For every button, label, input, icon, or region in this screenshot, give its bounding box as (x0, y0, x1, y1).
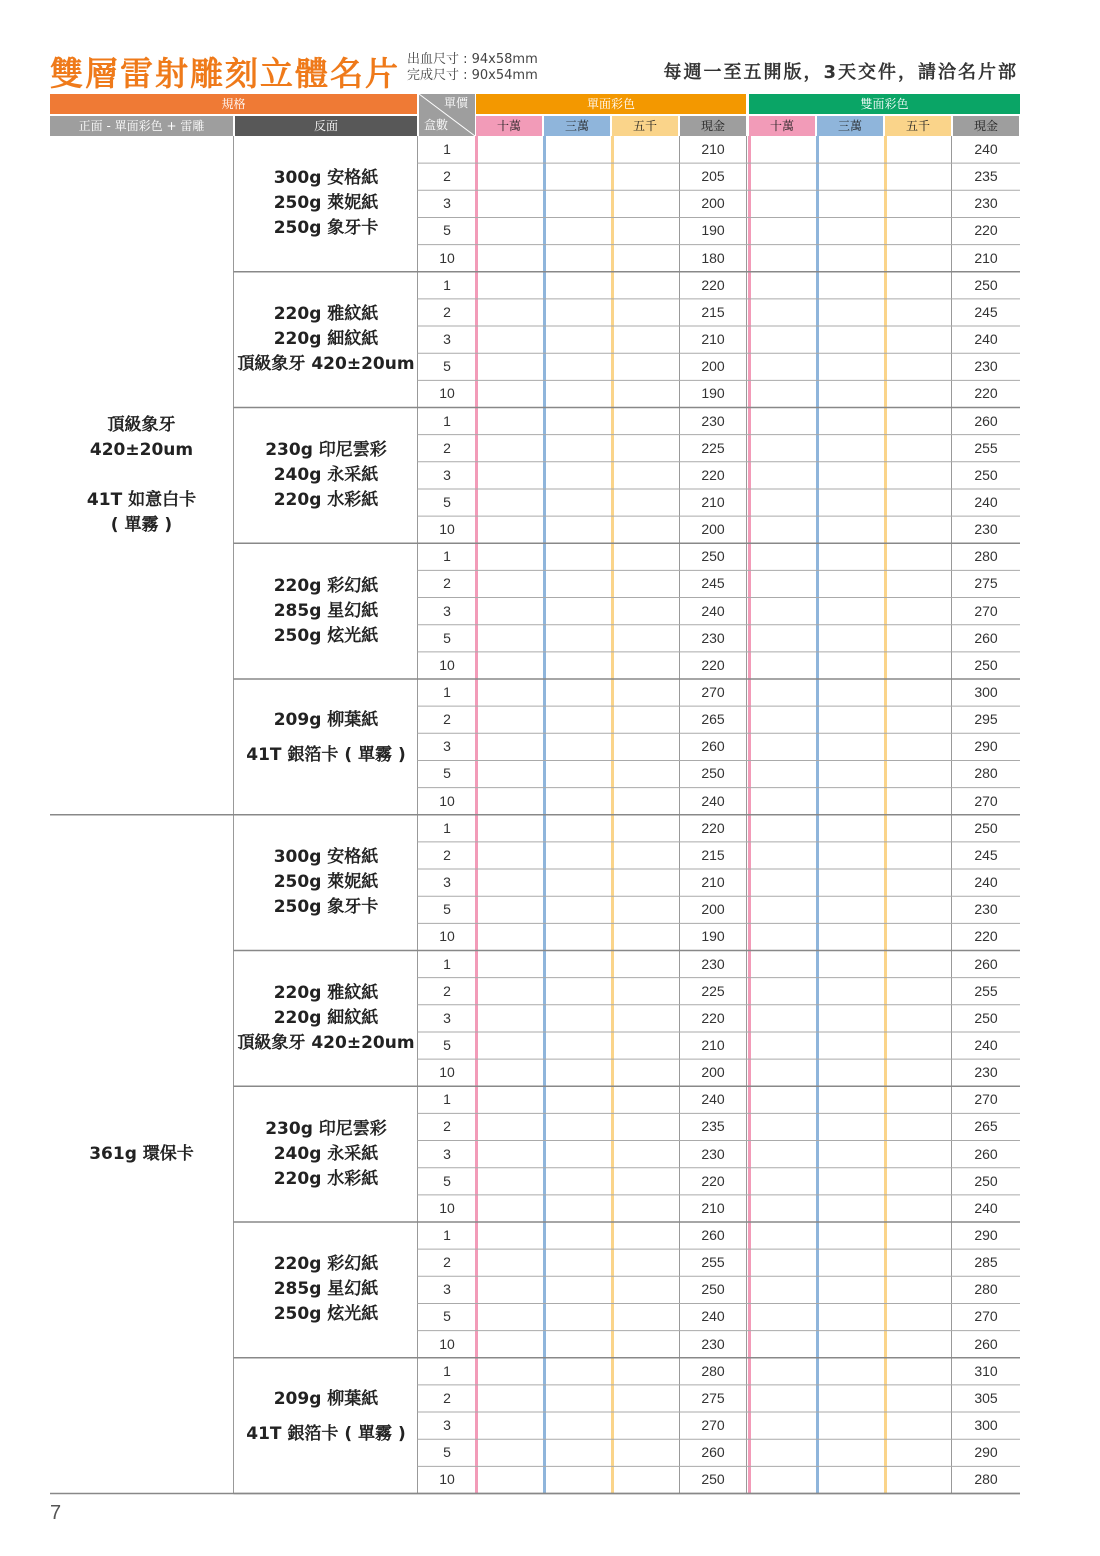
double-cash-price: 275 (974, 575, 998, 592)
page-title: 雙層雷射雕刻立體名片 (50, 54, 400, 93)
double-cash-price: 270 (974, 792, 998, 809)
box-count: 10 (439, 656, 455, 673)
box-count: 5 (443, 1308, 451, 1325)
material-name: 220g 細紋紙 (273, 1007, 379, 1028)
single-cash-price: 265 (701, 711, 725, 728)
material-list (235, 166, 417, 241)
material-name: 209g 柳葉紙 (273, 710, 379, 731)
double-cash-price: 280 (974, 1281, 998, 1298)
single-cash-price: 240 (701, 1308, 725, 1325)
double-cash-price: 240 (974, 493, 998, 510)
sub-header-label: 十萬 (769, 119, 794, 133)
double-cash-price: 220 (974, 222, 998, 239)
single-cash-price: 270 (701, 1417, 725, 1434)
box-count: 1 (443, 955, 451, 972)
sub-header-label: 現金 (700, 119, 725, 133)
double-cash-price: 240 (974, 141, 998, 157)
double-cash-price: 250 (974, 276, 998, 293)
material-name: 41T 銀箔卡 ( 單霧 ) (246, 1424, 406, 1445)
double-cash-price: 260 (974, 955, 998, 972)
single-cash-price: 215 (701, 846, 725, 863)
material-name: 250g 萊妮紙 (273, 193, 379, 214)
front-line: 頂級象牙 (107, 414, 176, 435)
material-list (235, 302, 417, 377)
single-cash-price: 220 (701, 656, 725, 673)
single-cash-price: 210 (701, 1036, 725, 1053)
double-cash-price: 290 (974, 1444, 998, 1461)
box-count: 1 (443, 684, 451, 700)
single-color-header: 單面彩色 (476, 94, 746, 114)
front-line: 420±20um (89, 439, 194, 460)
box-count: 2 (443, 1254, 451, 1271)
material-list (235, 708, 417, 768)
single-cash-price: 260 (701, 1444, 725, 1461)
double-cash-price: 250 (974, 466, 998, 483)
box-count: 10 (439, 1064, 455, 1081)
box-count: 5 (443, 1036, 451, 1053)
box-count-label: 盒數 (423, 118, 448, 132)
material-list (235, 981, 417, 1056)
single-cash-price: 225 (701, 982, 725, 999)
box-count: 3 (443, 331, 451, 348)
double-cash-price: 230 (974, 521, 998, 538)
single-cash-price: 260 (701, 738, 725, 755)
single-cash-price: 280 (701, 1362, 725, 1379)
double-color-header: 雙面彩色 (749, 94, 1020, 114)
box-count: 10 (439, 1199, 455, 1216)
sub-header-label: 三萬 (837, 119, 862, 133)
double-cash-price: 270 (974, 1091, 998, 1108)
material-name: 250g 炫光紙 (273, 1304, 379, 1325)
double-cash-price: 245 (974, 846, 998, 863)
box-count: 3 (443, 874, 451, 891)
front-material (50, 1142, 233, 1167)
double-cash-price: 240 (974, 331, 998, 348)
material-list (235, 574, 417, 649)
box-count: 2 (443, 168, 451, 185)
double-cash-price: 250 (974, 1172, 998, 1189)
sub-header-label: 五千 (905, 119, 930, 133)
single-cash-price: 220 (701, 819, 725, 836)
single-cash-price: 250 (701, 1471, 725, 1488)
material-list (235, 1117, 417, 1192)
single-cash-price: 230 (701, 955, 725, 972)
double-cash-price: 280 (974, 765, 998, 782)
material-name: 250g 象牙卡 (273, 897, 379, 918)
material-name: 209g 柳葉紙 (273, 1389, 379, 1410)
double-cash-price: 260 (974, 629, 998, 646)
double-cash-price: 305 (974, 1389, 998, 1406)
single-cash-price: 225 (701, 439, 725, 456)
double-cash-price: 260 (974, 1335, 998, 1352)
box-count: 1 (443, 412, 451, 429)
material-name: 250g 炫光紙 (273, 625, 379, 646)
single-cash-price: 230 (701, 1145, 725, 1162)
material-name: 220g 水彩紙 (273, 489, 379, 510)
single-cash-price: 220 (701, 1009, 725, 1026)
material-list (235, 1252, 417, 1327)
double-cash-price: 280 (974, 548, 998, 565)
material-name: 300g 安格紙 (273, 847, 379, 868)
box-count: 5 (443, 1444, 451, 1461)
single-cash-price: 190 (701, 222, 725, 239)
double-cash-price: 240 (974, 1199, 998, 1216)
box-count: 5 (443, 765, 451, 782)
page-number: 7 (50, 1502, 62, 1524)
material-name: 頂級象牙 420±20um (237, 354, 415, 375)
finished-size: 完成尺寸 : 90x54mm (407, 68, 538, 83)
double-cash-price: 245 (974, 303, 998, 320)
double-cash-price: 290 (974, 1227, 998, 1243)
single-cash-price: 230 (701, 629, 725, 646)
box-count: 1 (443, 1227, 451, 1243)
box-count: 10 (439, 928, 455, 945)
single-cash-price: 230 (701, 412, 725, 429)
box-count: 5 (443, 901, 451, 918)
box-count: 5 (443, 1172, 451, 1189)
single-cash-price: 240 (701, 792, 725, 809)
double-cash-price: 250 (974, 1009, 998, 1026)
single-cash-price: 250 (701, 1281, 725, 1298)
box-count: 10 (439, 792, 455, 809)
material-name: 220g 雅紋紙 (273, 304, 379, 325)
box-count: 3 (443, 1145, 451, 1162)
single-cash-price: 210 (701, 874, 725, 891)
box-count: 2 (443, 439, 451, 456)
double-cash-price: 280 (974, 1471, 998, 1488)
material-name: 41T 銀箔卡 ( 單霧 ) (246, 745, 406, 766)
double-cash-price: 255 (974, 982, 998, 999)
material-name: 230g 印尼雲彩 (265, 1118, 387, 1139)
double-cash-price: 230 (974, 901, 998, 918)
material-list (235, 845, 417, 920)
double-cash-price: 270 (974, 602, 998, 619)
box-count: 2 (443, 303, 451, 320)
double-cash-price: 265 (974, 1118, 998, 1135)
material-name: 220g 彩幻紙 (273, 1254, 379, 1275)
material-name: 230g 印尼雲彩 (265, 439, 387, 460)
single-cash-price: 200 (701, 901, 725, 918)
back-header: 反面 (235, 116, 417, 136)
single-cash-price: 240 (701, 1091, 725, 1108)
single-cash-price: 190 (701, 385, 725, 402)
front-line (50, 463, 233, 488)
box-count: 3 (443, 738, 451, 755)
single-cash-price: 215 (701, 303, 725, 320)
double-cash-price: 250 (974, 656, 998, 673)
sub-header-label: 現金 (973, 119, 998, 133)
material-name: 250g 萊妮紙 (273, 872, 379, 893)
single-cash-price: 270 (701, 684, 725, 700)
single-cash-price: 210 (701, 141, 725, 157)
front-material (50, 413, 233, 538)
double-cash-price: 295 (974, 711, 998, 728)
single-cash-price: 275 (701, 1389, 725, 1406)
material-name (235, 733, 417, 743)
material-name: 250g 象牙卡 (273, 218, 379, 239)
material-name: 220g 水彩紙 (273, 1168, 379, 1189)
material-name (235, 1412, 417, 1422)
double-cash-price: 220 (974, 385, 998, 402)
material-name: 285g 星幻紙 (273, 600, 379, 621)
box-count: 10 (439, 385, 455, 402)
single-cash-price: 255 (701, 1254, 725, 1271)
double-cash-price: 270 (974, 1308, 998, 1325)
material-name: 220g 彩幻紙 (273, 575, 379, 596)
box-count: 2 (443, 1389, 451, 1406)
front-line: ( 單霧 ) (110, 514, 173, 535)
box-count: 3 (443, 1417, 451, 1434)
single-cash-price: 200 (701, 195, 725, 212)
box-count: 3 (443, 1281, 451, 1298)
box-count: 3 (443, 195, 451, 212)
box-count: 2 (443, 846, 451, 863)
double-cash-price: 210 (974, 249, 998, 266)
spec-header: 規格 (50, 94, 417, 114)
box-count: 1 (443, 141, 451, 157)
double-cash-price: 285 (974, 1254, 998, 1271)
material-list (235, 1387, 417, 1447)
material-name: 240g 永采紙 (273, 1143, 379, 1164)
front-header: 正面 - 單面彩色 + 雷雕 (50, 116, 233, 136)
double-cash-price: 260 (974, 1145, 998, 1162)
box-count: 5 (443, 493, 451, 510)
box-count: 2 (443, 575, 451, 592)
box-count: 1 (443, 1091, 451, 1108)
double-cash-price: 240 (974, 874, 998, 891)
double-cash-price: 230 (974, 195, 998, 212)
box-count: 1 (443, 276, 451, 293)
box-count: 5 (443, 358, 451, 375)
double-cash-price: 300 (974, 1417, 998, 1434)
material-list (235, 438, 417, 513)
double-cash-price: 240 (974, 1036, 998, 1053)
single-cash-price: 200 (701, 1064, 725, 1081)
sub-header-label: 五千 (632, 119, 657, 133)
unit-price-label: 單價 (443, 96, 468, 110)
single-cash-price: 210 (701, 493, 725, 510)
single-cash-price: 190 (701, 928, 725, 945)
material-name: 240g 永采紙 (273, 464, 379, 485)
schedule-notice: 每週一至五開版，3天交件，請洽名片部 (663, 62, 1018, 83)
single-cash-price: 220 (701, 276, 725, 293)
sub-header-label: 十萬 (496, 119, 521, 133)
double-cash-price: 290 (974, 738, 998, 755)
bleed-size: 出血尺寸 : 94x58mm (407, 52, 538, 67)
single-cash-price: 200 (701, 521, 725, 538)
front-line: 41T 如意白卡 (86, 489, 197, 510)
double-cash-price: 230 (974, 358, 998, 375)
box-count: 1 (443, 548, 451, 565)
single-cash-price: 220 (701, 1172, 725, 1189)
material-name: 300g 安格紙 (273, 168, 379, 189)
box-count: 10 (439, 1335, 455, 1352)
double-cash-price: 220 (974, 928, 998, 945)
double-cash-price: 250 (974, 819, 998, 836)
double-cash-price: 300 (974, 684, 998, 700)
box-count: 10 (439, 1471, 455, 1488)
box-count: 10 (439, 521, 455, 538)
box-count: 5 (443, 222, 451, 239)
box-count: 10 (439, 249, 455, 266)
box-count: 1 (443, 819, 451, 836)
box-count: 2 (443, 1118, 451, 1135)
material-name: 285g 星幻紙 (273, 1279, 379, 1300)
material-name: 220g 雅紋紙 (273, 982, 379, 1003)
single-cash-price: 250 (701, 765, 725, 782)
box-count: 3 (443, 466, 451, 483)
box-count: 2 (443, 711, 451, 728)
single-cash-price: 260 (701, 1227, 725, 1243)
double-cash-price: 255 (974, 439, 998, 456)
single-cash-price: 210 (701, 331, 725, 348)
box-count: 3 (443, 1009, 451, 1026)
single-cash-price: 250 (701, 548, 725, 565)
single-cash-price: 210 (701, 1199, 725, 1216)
single-cash-price: 220 (701, 466, 725, 483)
single-cash-price: 245 (701, 575, 725, 592)
box-count: 2 (443, 982, 451, 999)
double-cash-price: 260 (974, 412, 998, 429)
single-cash-price: 200 (701, 358, 725, 375)
box-count: 5 (443, 629, 451, 646)
single-cash-price: 230 (701, 1335, 725, 1352)
box-count: 1 (443, 1362, 451, 1379)
double-cash-price: 310 (974, 1362, 998, 1379)
single-cash-price: 235 (701, 1118, 725, 1135)
single-cash-price: 205 (701, 168, 725, 185)
double-cash-price: 235 (974, 168, 998, 185)
material-name: 220g 細紋紙 (273, 329, 379, 350)
sub-header-label: 三萬 (564, 119, 589, 133)
box-count: 3 (443, 602, 451, 619)
double-cash-price: 230 (974, 1064, 998, 1081)
single-cash-price: 180 (701, 249, 725, 266)
single-cash-price: 240 (701, 602, 725, 619)
material-name: 頂級象牙 420±20um (237, 1032, 415, 1053)
front-line: 361g 環保卡 (89, 1143, 194, 1164)
